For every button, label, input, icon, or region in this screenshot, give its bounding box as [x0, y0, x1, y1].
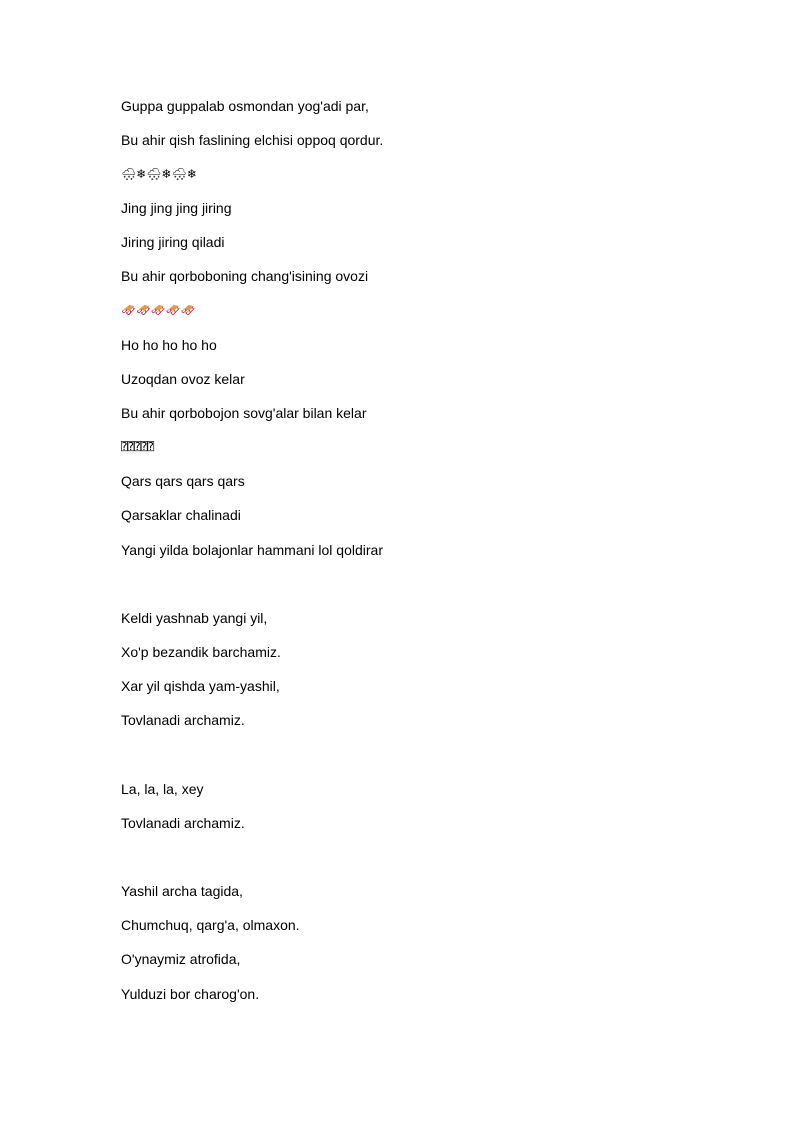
- text-line: Bu ahir qorboboning chang'isining ovozi: [121, 268, 369, 284]
- text-line: Chumchuq, qarg'a, olmaxon.: [121, 917, 300, 933]
- text-line: Tovlanadi archamiz.: [121, 815, 245, 831]
- text-line: La, la, la, xey: [121, 781, 204, 797]
- text-line: O'ynaymiz atrofida,: [121, 951, 241, 967]
- text-line: Yashil archa tagida,: [121, 883, 243, 899]
- text-line: Bu ahir qorbobojon sovg'alar bilan kelar: [121, 405, 367, 421]
- text-line: Ho ho ho ho ho: [121, 337, 217, 353]
- snow-cloud-symbols: 🌨❄🌨❄🌨❄: [121, 167, 197, 181]
- text-line: Qars qars qars qars: [121, 473, 245, 489]
- text-line: Xar yil qishda yam-yashil,: [121, 678, 280, 694]
- text-line: Guppa guppalab osmondan yog'adi par,: [121, 98, 369, 114]
- text-line: Keldi yashnab yangi yil,: [121, 610, 268, 626]
- text-line: Xo'p bezandik barchamiz.: [121, 644, 281, 660]
- text-line: Qarsaklar chalinadi: [121, 507, 241, 523]
- sled-symbols: 🛷🛷🛷🛷🛷: [121, 303, 196, 317]
- text-line: Yulduzi bor charog'on.: [121, 986, 260, 1002]
- text-line: Tovlanadi archamiz.: [121, 712, 245, 728]
- text-line: Bu ahir qish faslining elchisi oppoq qordur.: [121, 132, 384, 148]
- text-line: Yangi yilda bolajonlar hammani lol qoldirar: [121, 542, 383, 558]
- missing-glyph-symbols: ⍰⍰⍰⍰⍰: [121, 440, 155, 453]
- text-line: Jing jing jing jiring: [121, 200, 232, 216]
- text-line: Uzoqdan ovoz kelar: [121, 371, 245, 387]
- text-line: Jiring jiring qiladi: [121, 234, 225, 250]
